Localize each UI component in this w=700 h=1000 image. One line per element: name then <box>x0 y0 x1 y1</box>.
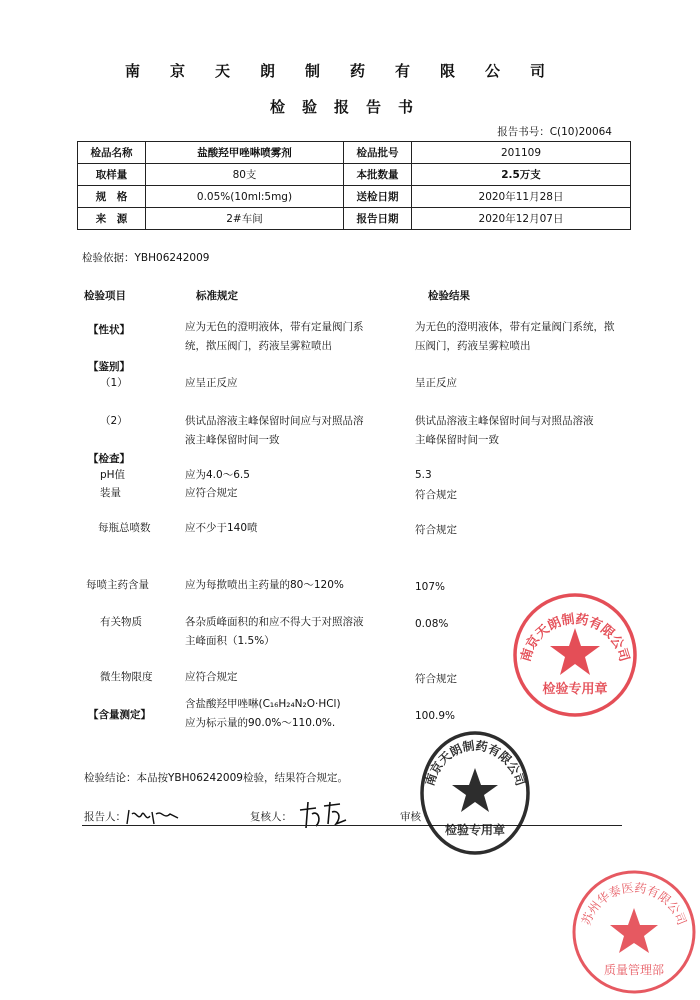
result-appearance-line1: 为无色的澄明液体，带有定量阀门系统，揿 <box>415 321 615 333</box>
svg-text:南京天朗制药有限公司: 南京天朗制药有限公司 <box>422 738 528 788</box>
table-cell: 2020年12月07日 <box>412 208 631 230</box>
table-label: 检品批号 <box>344 142 412 164</box>
standard-assay-line2: 应为标示量的90.0%～110.0%. <box>185 717 336 729</box>
item-per-spray-content: 每喷主药含量 <box>86 579 149 591</box>
document-title: 检验报告书 <box>269 98 430 116</box>
item-related-substances: 有关物质 <box>100 616 142 628</box>
standard-related-line1: 各杂质峰面积的和应不得大于对照溶液 <box>185 616 364 628</box>
item-microbial-limit: 微生物限度 <box>100 671 153 683</box>
company-inspection-seal <box>510 590 640 720</box>
standard-appearance-line1: 应为无色的澄明液体，带有定量阀门系 <box>185 321 364 333</box>
standard-ph: 应为4.0～6.5 <box>185 469 250 481</box>
svg-text:南京天朗制药有限公司: 南京天朗制药有限公司 <box>518 612 632 664</box>
standard-appearance-line2: 统，揿压阀门，药液呈雾粒喷出 <box>185 340 332 352</box>
table-label: 来 源 <box>78 208 146 230</box>
svg-text:检验专用章: 检验专用章 <box>444 823 506 837</box>
signature-divider <box>82 825 622 826</box>
table-cell: 盐酸羟甲唑啉喷雾剂 <box>146 142 344 164</box>
conclusion: 检验结论：本品按YBH06242009检验，结果符合规定。 <box>84 772 348 784</box>
table-row <box>78 208 631 230</box>
result-related-substances: 0.08% <box>415 618 449 630</box>
column-header-standard: 标准规定 <box>196 290 238 302</box>
table-label: 检品名称 <box>78 142 146 164</box>
standard-ident-1: 应呈正反应 <box>185 377 238 389</box>
item-fill-volume: 装量 <box>100 487 121 499</box>
table-row <box>78 142 631 164</box>
table-label: 本批数量 <box>344 164 412 186</box>
table-label: 送检日期 <box>344 186 412 208</box>
column-header-result: 检验结果 <box>428 290 470 302</box>
svg-text:质量管理部: 质量管理部 <box>603 963 665 977</box>
standard-per-spray-content: 应为每揿喷出主药量的80～120% <box>185 579 344 591</box>
company-name: 南京天朗制药有限公司 <box>124 62 575 80</box>
item-identification: 【鉴别】 <box>88 361 130 373</box>
result-ph: 5.3 <box>415 469 432 481</box>
report-number: 报告书号：C(10)20064 <box>497 126 612 138</box>
table-label: 报告日期 <box>344 208 412 230</box>
item-ph: pH值 <box>100 469 126 481</box>
item-appearance: 【性状】 <box>88 324 130 336</box>
reporter-label: 报告人： <box>84 811 126 823</box>
standard-assay-line1: 含盐酸羟甲唑啉(C₁₆H₂₄N₂O·HCl) <box>185 698 341 710</box>
table-cell: 2#车间 <box>146 208 344 230</box>
svg-text:苏州华泰医药有限公司: 苏州华泰医药有限公司 <box>579 880 689 928</box>
standard-ident-2-line1: 供试品溶液主峰保留时间应与对照品溶 <box>185 415 364 427</box>
info-table <box>77 141 631 230</box>
table-cell: 0.05%(10ml:5mg) <box>146 186 344 208</box>
table-cell: 201109 <box>412 142 631 164</box>
item-assay: 【含量测定】 <box>88 709 151 721</box>
table-cell: 2020年11月28日 <box>412 186 631 208</box>
result-ident-2-line2: 主峰保留时间一致 <box>415 434 499 446</box>
item-ident-1: （1） <box>100 377 128 389</box>
standard-microbial-limit: 应符合规定 <box>185 671 238 683</box>
result-appearance-line2: 压阀门，药液呈雾粒喷出 <box>415 340 531 352</box>
result-fill-volume: 符合规定 <box>415 489 457 501</box>
result-ident-2-line1: 供试品溶液主峰保留时间与对照品溶液 <box>415 415 594 427</box>
result-microbial-limit: 符合规定 <box>415 673 457 685</box>
result-ident-1: 呈正反应 <box>415 377 457 389</box>
table-label: 规 格 <box>78 186 146 208</box>
item-checks: 【检查】 <box>88 453 130 465</box>
svg-text:检验专用章: 检验专用章 <box>542 682 608 697</box>
item-ident-2: （2） <box>100 415 128 427</box>
inspection-basis: 检验依据：YBH06242009 <box>82 252 210 264</box>
quality-management-seal <box>568 866 700 1000</box>
reviewer-label: 复核人： <box>250 811 292 823</box>
inspection-seal-black <box>418 728 533 858</box>
result-total-sprays: 符合规定 <box>415 524 457 536</box>
result-per-spray-content: 107% <box>415 581 446 593</box>
standard-ident-2-line2: 液主峰保留时间一致 <box>185 434 280 446</box>
table-cell: 80支 <box>146 164 344 186</box>
table-label: 取样量 <box>78 164 146 186</box>
result-assay: 100.9% <box>415 710 456 722</box>
table-cell: 2.5万支 <box>412 164 631 186</box>
auditor-label: 审核 <box>400 811 421 823</box>
standard-fill-volume: 应符合规定 <box>185 487 238 499</box>
standard-related-line2: 主峰面积（1.5%） <box>185 635 275 647</box>
item-total-sprays: 每瓶总喷数 <box>98 522 151 534</box>
standard-total-sprays: 应不少于140喷 <box>185 522 258 534</box>
table-row <box>78 186 631 208</box>
column-header-item: 检验项目 <box>84 290 126 302</box>
table-row <box>78 164 631 186</box>
